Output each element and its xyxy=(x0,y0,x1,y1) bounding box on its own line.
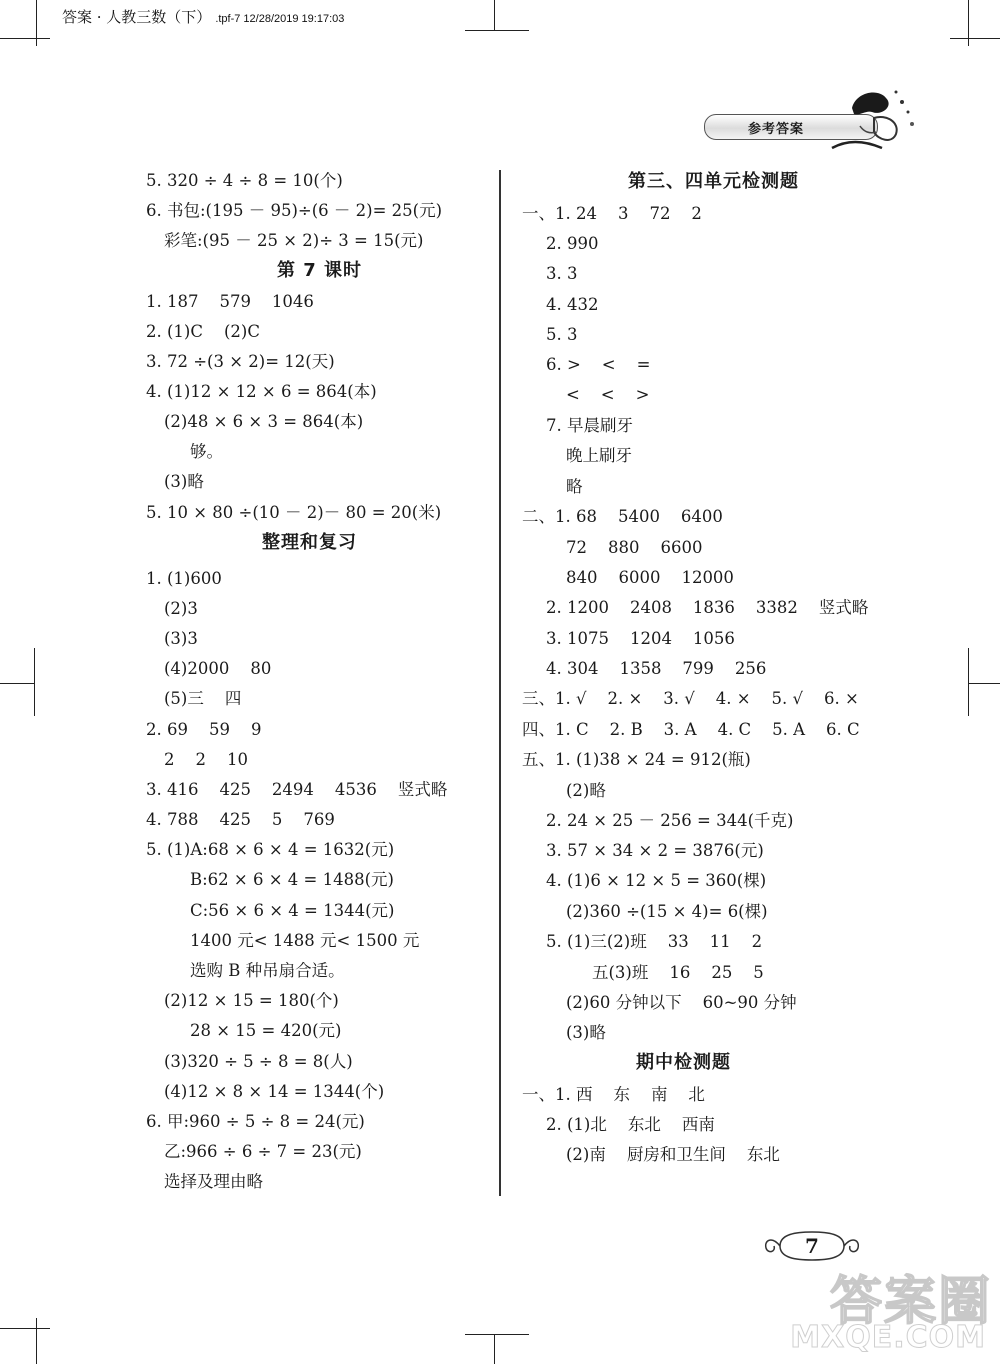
answer-line: 3. 3 xyxy=(546,264,578,283)
crop-mark xyxy=(0,683,34,684)
answer-line: (3)略 xyxy=(566,1023,606,1042)
section-title: 整理和复习 xyxy=(262,532,357,553)
answer-line: (5)三 四 xyxy=(164,689,242,708)
answer-line: 略 xyxy=(566,477,583,496)
crop-mark xyxy=(0,1328,50,1329)
answer-line: 选择及理由略 xyxy=(164,1172,263,1191)
answer-line: (3)320 ÷ 5 ÷ 8 = 8(人) xyxy=(164,1052,353,1071)
answer-line: 1400 元< 1488 元< 1500 元 xyxy=(190,931,420,950)
answer-line: B:62 × 6 × 4 = 1488(元) xyxy=(190,870,394,889)
answer-line: 72 880 6600 xyxy=(566,538,703,557)
answer-line: 三、1. √ 2. × 3. √ 4. × 5. √ 6. × xyxy=(522,689,859,708)
answer-line: 选购 B 种吊扇合适。 xyxy=(190,961,345,980)
answer-line: 2 2 10 xyxy=(164,750,248,769)
answer-line: C:56 × 6 × 4 = 1344(元) xyxy=(190,901,395,920)
answer-line: (2)60 分钟以下 60~90 分钟 xyxy=(566,993,797,1012)
answer-line: 1. (1)600 xyxy=(146,569,222,588)
answer-line: 一、1. 西 东 南 北 xyxy=(522,1085,705,1104)
answer-line: 1. 187 579 1046 xyxy=(146,292,314,311)
answer-line: 4. 432 xyxy=(546,295,599,314)
answer-line: 4. 788 425 5 769 xyxy=(146,810,335,829)
answer-line: 6. 书包:(195 － 95)÷(6 － 2)= 25(元) xyxy=(146,201,443,220)
file-meta: .tpf-7 12/28/2019 19:17:03 xyxy=(215,13,345,25)
crop-mark xyxy=(494,1334,495,1364)
banner-title: 参考答案 xyxy=(747,122,804,137)
crop-mark xyxy=(36,0,37,46)
answer-line: 乙:966 ÷ 6 ÷ 7 = 23(元) xyxy=(164,1142,362,1161)
crop-mark xyxy=(968,0,969,46)
answer-line: 5. 10 × 80 ÷(10 － 2)－ 80 = 20(米) xyxy=(146,503,442,522)
section-title: 第三、四单元检测题 xyxy=(628,171,799,192)
page-number: 7 xyxy=(805,1234,819,1258)
crop-mark xyxy=(465,30,529,31)
answer-line: 3. 72 ÷(3 × 2)= 12(天) xyxy=(146,352,335,371)
crop-mark xyxy=(494,0,495,30)
crop-mark xyxy=(950,38,1000,39)
answer-line: (2)南 厨房和卫生间 东北 xyxy=(566,1145,780,1164)
file-header xyxy=(62,6,344,27)
answer-line: 5. 3 xyxy=(546,325,578,344)
answer-line: 五、1. (1)38 × 24 = 912(瓶) xyxy=(522,750,751,769)
column-divider xyxy=(499,170,501,1196)
answer-line: 五(3)班 16 25 5 xyxy=(592,963,764,982)
answer-line: 6. > < = xyxy=(546,355,651,374)
answer-line: 一、1. 24 3 72 2 xyxy=(522,204,702,223)
answer-line: (2)3 xyxy=(164,599,198,618)
answer-line: 2. 24 × 25 － 256 = 344(千克) xyxy=(546,811,794,830)
answer-line: (4)12 × 8 × 14 = 1344(个) xyxy=(164,1082,385,1101)
answer-line: 2. 69 59 9 xyxy=(146,720,262,739)
answer-line: 彩笔:(95 － 25 × 2)÷ 3 = 15(元) xyxy=(164,231,424,250)
answer-line: (4)2000 80 xyxy=(164,659,272,678)
answer-line: (3)3 xyxy=(164,629,198,648)
answer-line: 5. (1)A:68 × 6 × 4 = 1632(元) xyxy=(146,840,395,859)
answer-line: 3. 416 425 2494 4536 竖式略 xyxy=(146,780,448,799)
answer-line: (2)48 × 6 × 3 = 864(本) xyxy=(164,412,364,431)
section-title: 期中检测题 xyxy=(636,1052,731,1073)
answer-line: 3. 1075 1204 1056 xyxy=(546,629,735,648)
crop-mark xyxy=(0,38,50,39)
answer-line: 5. (1)三(2)班 33 11 2 xyxy=(546,932,763,951)
answer-line: 4. (1)6 × 12 × 5 = 360(棵) xyxy=(546,871,767,890)
answer-line: (2)12 × 15 = 180(个) xyxy=(164,991,339,1010)
answer-line: 2. 990 xyxy=(546,234,599,253)
answer-line: 2. (1)C (2)C xyxy=(146,322,260,341)
answer-line: < < > xyxy=(566,385,650,404)
crop-mark xyxy=(34,648,35,716)
crop-mark xyxy=(465,1334,529,1335)
answer-line: 4. (1)12 × 12 × 6 = 864(本) xyxy=(146,382,377,401)
crop-mark xyxy=(968,648,969,716)
answer-line: 二、1. 68 5400 6400 xyxy=(522,507,723,526)
answer-line: 3. 57 × 34 × 2 = 3876(元) xyxy=(546,841,764,860)
file-label: 答案 · 人教三数（下） xyxy=(62,8,212,26)
answer-line: 晚上刷牙 xyxy=(566,446,632,465)
ink-splash-decoration-icon xyxy=(820,82,920,158)
watermark-url: MXQE.COM xyxy=(790,1320,986,1355)
answer-line: 够。 xyxy=(190,442,223,461)
answer-line: 4. 304 1358 799 256 xyxy=(546,659,767,678)
answer-line: 5. 320 ÷ 4 ÷ 8 = 10(个) xyxy=(146,171,343,190)
answer-line: 6. 甲:960 ÷ 5 ÷ 8 = 24(元) xyxy=(146,1112,365,1131)
answer-line: 2. (1)北 东北 西南 xyxy=(546,1115,715,1134)
answer-line: 7. 早晨刷牙 xyxy=(546,416,633,435)
crop-mark xyxy=(968,683,1000,684)
answer-line: 四、1. C 2. B 3. A 4. C 5. A 6. C xyxy=(522,720,860,739)
answer-line: (2)略 xyxy=(566,781,606,800)
watermark-logo: 答案圈 xyxy=(829,1272,992,1332)
answer-line: 2. 1200 2408 1836 3382 竖式略 xyxy=(546,598,869,617)
answer-line: (2)360 ÷(15 × 4)= 6(棵) xyxy=(566,902,768,921)
answer-line: (3)略 xyxy=(164,472,204,491)
answer-line: 28 × 15 = 420(元) xyxy=(190,1021,342,1040)
section-title: 第 7 课时 xyxy=(277,260,363,281)
answer-line: 840 6000 12000 xyxy=(566,568,734,587)
crop-mark xyxy=(36,1318,37,1364)
